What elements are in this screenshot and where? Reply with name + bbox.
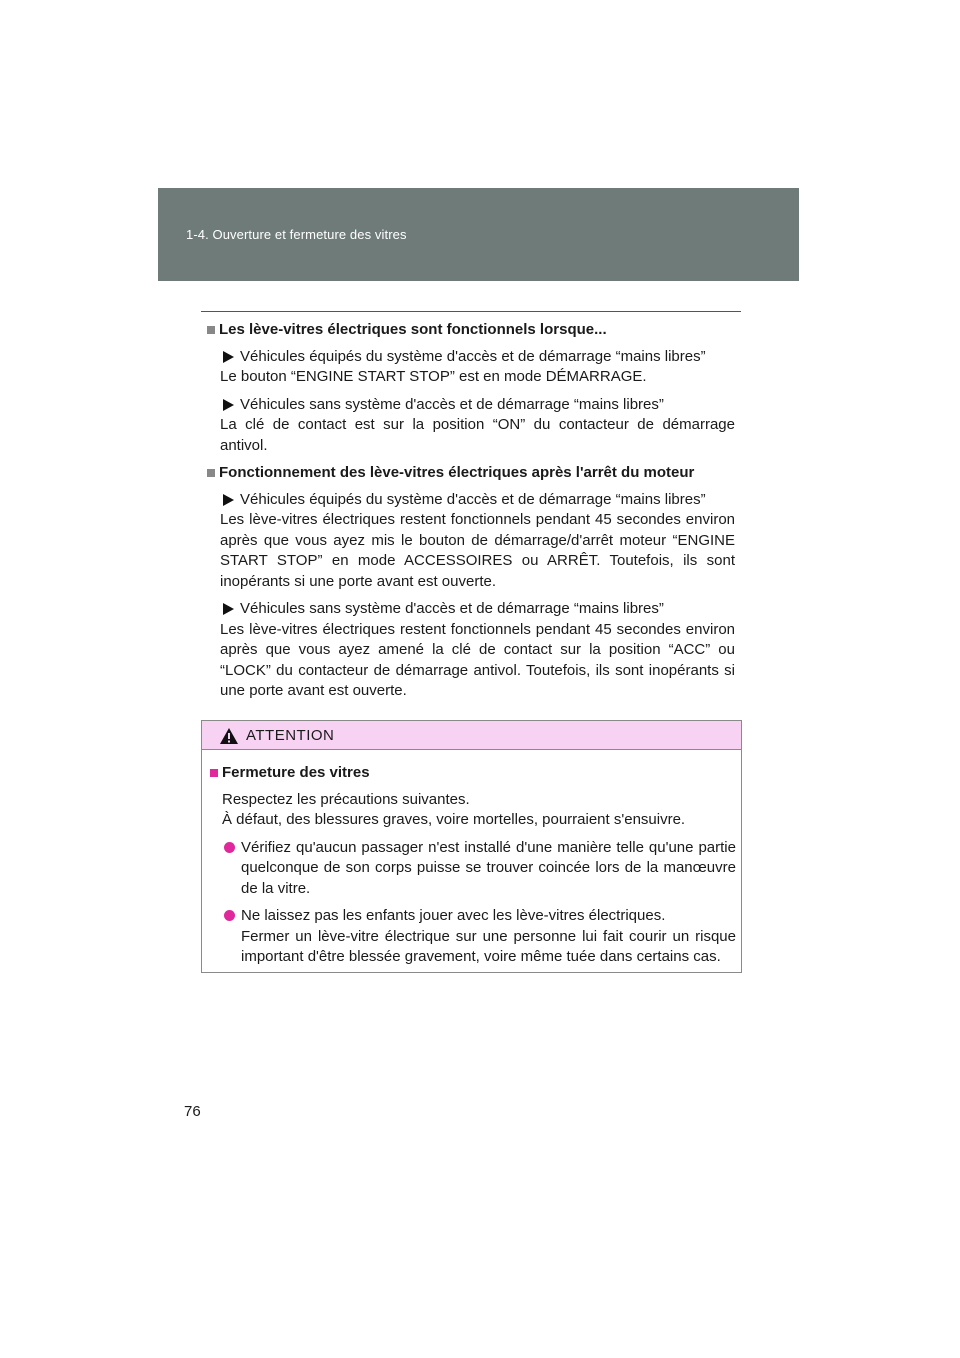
warning-content [210, 763, 736, 975]
warning-title: ATTENTION [246, 727, 335, 744]
condition-text: Les lève-vitres électriques restent fonctionnels pendant 45 secondes environ après que vous ayez mis le bouton de démarrage/d'arrêt moteur “ENGINE START STOP” en mode ACCESSOIRES ou ARRÊT. Toutefois, ils sont inopérants si une porte avant est ouverte. [220, 511, 735, 590]
condition-label: Véhicules équipés du système d'accès et de démarrage “mains libres” [240, 347, 706, 365]
section-title: 1-4. Ouverture et fermeture des vitres [186, 227, 407, 242]
section-heading-text: Fonctionnement des lève-vitres électriques après l'arrêt du moteur [219, 464, 695, 481]
divider-rule [201, 311, 741, 312]
section-heading-text: Les lève-vitres électriques sont fonctionnels lorsque... [219, 321, 607, 338]
warning-heading-text: Fermeture des vitres [222, 764, 370, 781]
square-bullet-icon [207, 469, 215, 477]
condition-item [207, 490, 735, 593]
warning-intro [210, 790, 736, 831]
triangle-arrow-icon [223, 494, 234, 506]
condition-label: Véhicules sans système d'accès et de démarrage “mains libres” [240, 600, 664, 617]
section-heading [207, 463, 735, 484]
warning-bullet-text: Fermer un lève-vitre électrique sur une personne lui fait courir un risque important d'être blessée gravement, voire même tuée dans certains cas. [241, 927, 736, 965]
condition-text: Les lève-vitres électriques restent fonctionnels pendant 45 secondes environ après que vous ayez amené la clé de contact sur la position “ACC” ou “LOCK” du contacteur de démarrage antivol. Toutefois, ils sont inopérants si une porte avant est ouverte. [220, 620, 735, 699]
warning-bullet [210, 906, 736, 968]
warning-box [201, 720, 742, 973]
warning-bullet [210, 838, 736, 900]
condition-item [207, 347, 735, 388]
warning-triangle-icon [219, 727, 239, 750]
condition-text: La clé de contact est sur la position “ON” du contacteur de démarrage antivol. [220, 416, 735, 454]
condition-text: Le bouton “ENGINE START STOP” est en mode DÉMARRAGE. [220, 368, 647, 385]
warning-intro-line: À défaut, des blessures graves, voire mortelles, pourraient s'ensuivre. [222, 811, 686, 828]
main-content [207, 320, 735, 709]
warning-intro-line: Respectez les précautions suivantes. [222, 790, 470, 808]
condition-item [207, 599, 735, 702]
triangle-arrow-icon [223, 351, 234, 363]
condition-label: Véhicules sans système d'accès et de démarrage “mains libres” [240, 395, 664, 413]
warning-heading [210, 763, 736, 784]
section-header-band [158, 188, 799, 281]
square-bullet-icon [207, 326, 215, 334]
pink-dot-icon [224, 842, 235, 853]
square-bullet-icon [210, 769, 218, 777]
warning-header [202, 721, 741, 750]
triangle-arrow-icon [223, 603, 234, 615]
section-heading [207, 320, 735, 341]
condition-label: Véhicules équipés du système d'accès et de démarrage “mains libres” [240, 490, 706, 508]
page-number: 76 [184, 1103, 201, 1120]
triangle-arrow-icon [223, 399, 234, 411]
warning-bullet-text: Ne laissez pas les enfants jouer avec les lève-vitres électriques. [241, 907, 666, 924]
warning-bullet-text: Vérifiez qu'aucun passager n'est installé d'une manière telle qu'une partie quelconque de son corps puisse se trouver coincée lors de la manœuvre de la vitre. [241, 838, 736, 897]
pink-dot-icon [224, 910, 235, 921]
condition-item [207, 395, 735, 457]
